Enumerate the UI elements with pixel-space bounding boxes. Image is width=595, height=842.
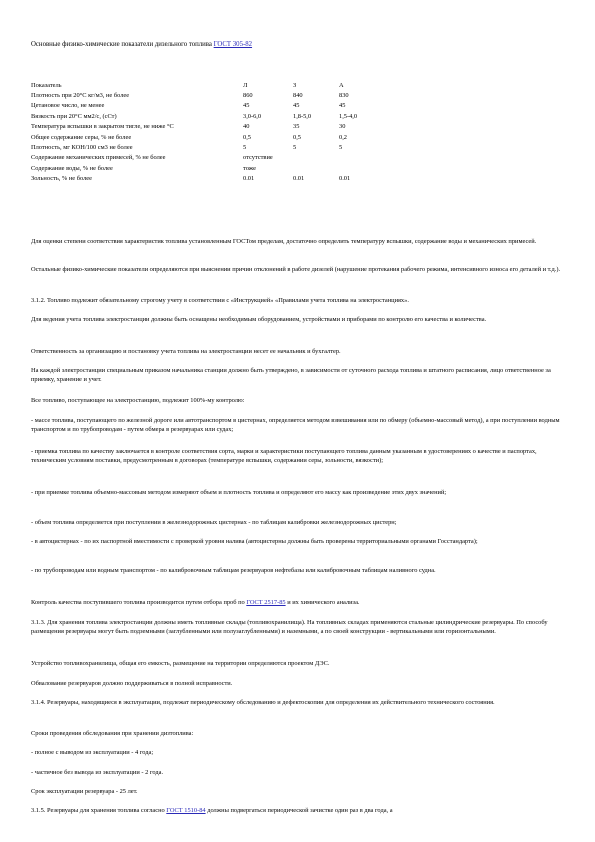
paragraph-control-100: Все топливо, поступающее на электростанцию, подлежит 100%-му контролю: [31, 397, 245, 404]
table-cell [293, 153, 339, 163]
paragraph-volume-mass-method: - при приемке топлива объемно-массовым методом измеряют объем и плотность топлива и определяют его массу как произведение этих двух значений; [31, 489, 447, 496]
paragraph-inspection-terms: Сроки проведения обследования при хранении дизтоплива: [31, 730, 194, 737]
paragraph-3-1-4: 3.1.4. Резервуары, находящиеся в эксплуатации, подлежат периодическому обследованию и дефектоскопии для определения их действительного технического состояния. [31, 699, 495, 706]
table-cell: 1,5-4,0 [339, 112, 358, 120]
table-cell: 0.01 [293, 175, 305, 183]
table-header-cell: Л [243, 81, 248, 89]
table-cell: Цетановое число, не менее [31, 102, 105, 110]
table-cell: Вязкость при 20°С мм2/с, (сСт) [31, 112, 117, 120]
table-cell: 0,5 [243, 133, 251, 141]
table-header-cell: Показатель [31, 81, 62, 89]
table-cell: 40 [243, 123, 250, 131]
table-cell: 0,2 [339, 133, 347, 141]
table-cell: 1,8-5,0 [293, 112, 312, 120]
table-row [31, 122, 379, 132]
table-cell: 30 [339, 123, 346, 131]
table-row [31, 142, 379, 152]
table-cell: 35 [293, 123, 300, 131]
table-cell: 3,0-6,0 [243, 112, 262, 120]
table-cell: 0.01 [339, 175, 351, 183]
table-cell: 45 [339, 102, 346, 110]
table-cell [339, 163, 379, 173]
cleaning-text: 3.1.5. Резервуары для хранения топлива согласно [31, 807, 167, 814]
table-cell: Содержание механических примесей, % не более [31, 154, 166, 162]
sampling-text: Контроль качества поступившего топлива производится путем отбора проб по [31, 599, 247, 606]
table-cell [339, 153, 379, 163]
table-row [31, 90, 379, 100]
table-cell: Содержание воды, % не более [31, 164, 113, 172]
table-cell: 830 [339, 92, 349, 100]
table-row [31, 132, 379, 142]
gost-305-link[interactable]: ГОСТ 305-82 [213, 41, 253, 48]
list-item-partial-inspection: - частичное без вывода из эксплуатации - 2 года. [31, 769, 164, 776]
paragraph-3-1-3: 3.1.3. Для хранения топлива электростанции должны иметь топливные склады (топливохранилища). На топливных складах применяются стальные цилиндрические резервуары. По способу размещения резервуары могут быть подземными (заглубленными или полузаглубленными) и наземными, а по своей конструкции - вертикальными или горизонтальными. [31, 619, 548, 635]
paragraph-mass: - массе топлива, поступающего по железной дороге или автотранспортом в цистернах, определяется методом взвешивания или по обмеру (объемно-массовый метод), а при поступлении водным транспортом и по трубопроводам - путем обмера в резервуарах или судах; [31, 417, 560, 433]
table-cell: отсутствие [243, 154, 273, 162]
paragraph-storage-design: Устройство топливохранилища, общая его емкость, размещение на территории определяются проектом ДЭС. [31, 660, 330, 667]
paragraph-rail-tanks: - объем топлива определяется при поступлении в железнодорожных цистернах - по таблицам калибровки железнодорожных цистерн; [31, 519, 397, 526]
table-cell: 45 [243, 102, 250, 110]
table-cell: 45 [293, 102, 300, 110]
table-cell: Плотность, мг КОН/100 см3 не более [31, 144, 133, 152]
paragraph-accounting-equipment: Для ведения учета топлива электростанции должны быть оснащены необходимым оборудованием, устройствами и приборами по контролю его качества и количества. [31, 316, 487, 323]
paragraph-assessment: Для оценки степени соответствия характеристик топлива установленным ГОСТом пределам, достаточно определить температуру вспышки, содержание воды и механических примесей. [31, 238, 537, 245]
table-cell: 0,5 [293, 133, 301, 141]
table-cell: 5 [339, 144, 343, 152]
paragraph-pipelines: - по трубопроводам или водным транспортом - по калибровочным таблицам резервуаров нефтебазы или калибровочным таблицам наливного судна. [31, 567, 436, 574]
properties-table [31, 80, 379, 184]
table-cell: 5 [243, 144, 247, 152]
table-cell: 840 [293, 92, 303, 100]
paragraph-order: На каждой электростанции специальным приказом начальника станции должно быть утверждено, в зависимости от суточного расхода топлива и штатного расписания, лицо ответственное за приемку, хранение и учет. [31, 367, 551, 383]
table-row [31, 163, 379, 173]
document-title [31, 41, 571, 48]
gost-2517-link[interactable]: ГОСТ 2517-85 [246, 599, 286, 606]
gost-1510-link[interactable]: ГОСТ 1510-84 [166, 807, 206, 814]
table-cell [293, 163, 339, 173]
sampling-tail: и их химического анализа. [285, 599, 360, 606]
table-cell: тоже [243, 164, 256, 172]
table-cell: Температура вспышки в закрытом тигле, не ниже °С [31, 123, 174, 131]
table-row [31, 111, 379, 121]
table-cell: 0.01 [243, 175, 255, 183]
paragraph-other-indicators: Остальные физико-химические показатели определяются при выяснении причин отклонений в работе дизелей (нарушение протекания рабочего режима, интенсивного износа его деталей и т.д.). [31, 266, 561, 273]
table-row [31, 174, 379, 184]
table-cell: Плотность при 20°С кг/м3, не более [31, 92, 130, 100]
paragraph-3-1-5 [31, 806, 565, 815]
table-header-cell: З [293, 81, 297, 89]
table-cell: Зольность, % не более [31, 175, 92, 183]
paragraph-quality-acceptance: - приемка топлива по качеству заключается в контроле соответствия сорта, марки и характеристики поступающего топлива данным указанным в удостоверениях о качестве и паспортах, техническим условиям поставки, предусмотренным в договорах (температуре вспышки, содержании серы, зольности, вязкости); [31, 448, 537, 464]
table-header-row [31, 80, 379, 90]
paragraph-auto-tanks: - в автоцистернах - по их паспортной вместимости с проверкой уровня налива (автоцистерны должны быть проверены территориальными органами Госстандарта); [31, 538, 478, 545]
paragraph-3-1-2: 3.1.2. Топливо подлежит обязательному строгому учету в соответствии с «Инструкцией» «Правилами учета топлива на электростанциях». [31, 297, 409, 304]
paragraph-sampling [31, 598, 565, 607]
paragraph-responsibility: Ответственность за организацию и постановку учета топлива на электростанции несет ее начальник и бухгалтер. [31, 348, 341, 355]
table-cell: Общее содержание серы, % не более [31, 133, 132, 141]
table-row [31, 153, 379, 163]
table-header-cell: А [339, 81, 344, 89]
list-item-full-inspection: - полное с выводом из эксплуатации - 4 года; [31, 749, 154, 756]
table-cell: 5 [293, 144, 297, 152]
paragraph-service-life: Срок эксплуатации резервуара - 25 лет. [31, 788, 138, 795]
cleaning-tail: должны подвергаться периодической зачистке один раз в два года, а [205, 807, 393, 814]
title-text: Основные физико-химические показатели дизельного топлива [31, 41, 214, 48]
paragraph-embankment: Обвалование резервуаров должно поддерживаться в полной исправности. [31, 680, 233, 687]
table-cell: 860 [243, 92, 253, 100]
table-row [31, 101, 379, 111]
